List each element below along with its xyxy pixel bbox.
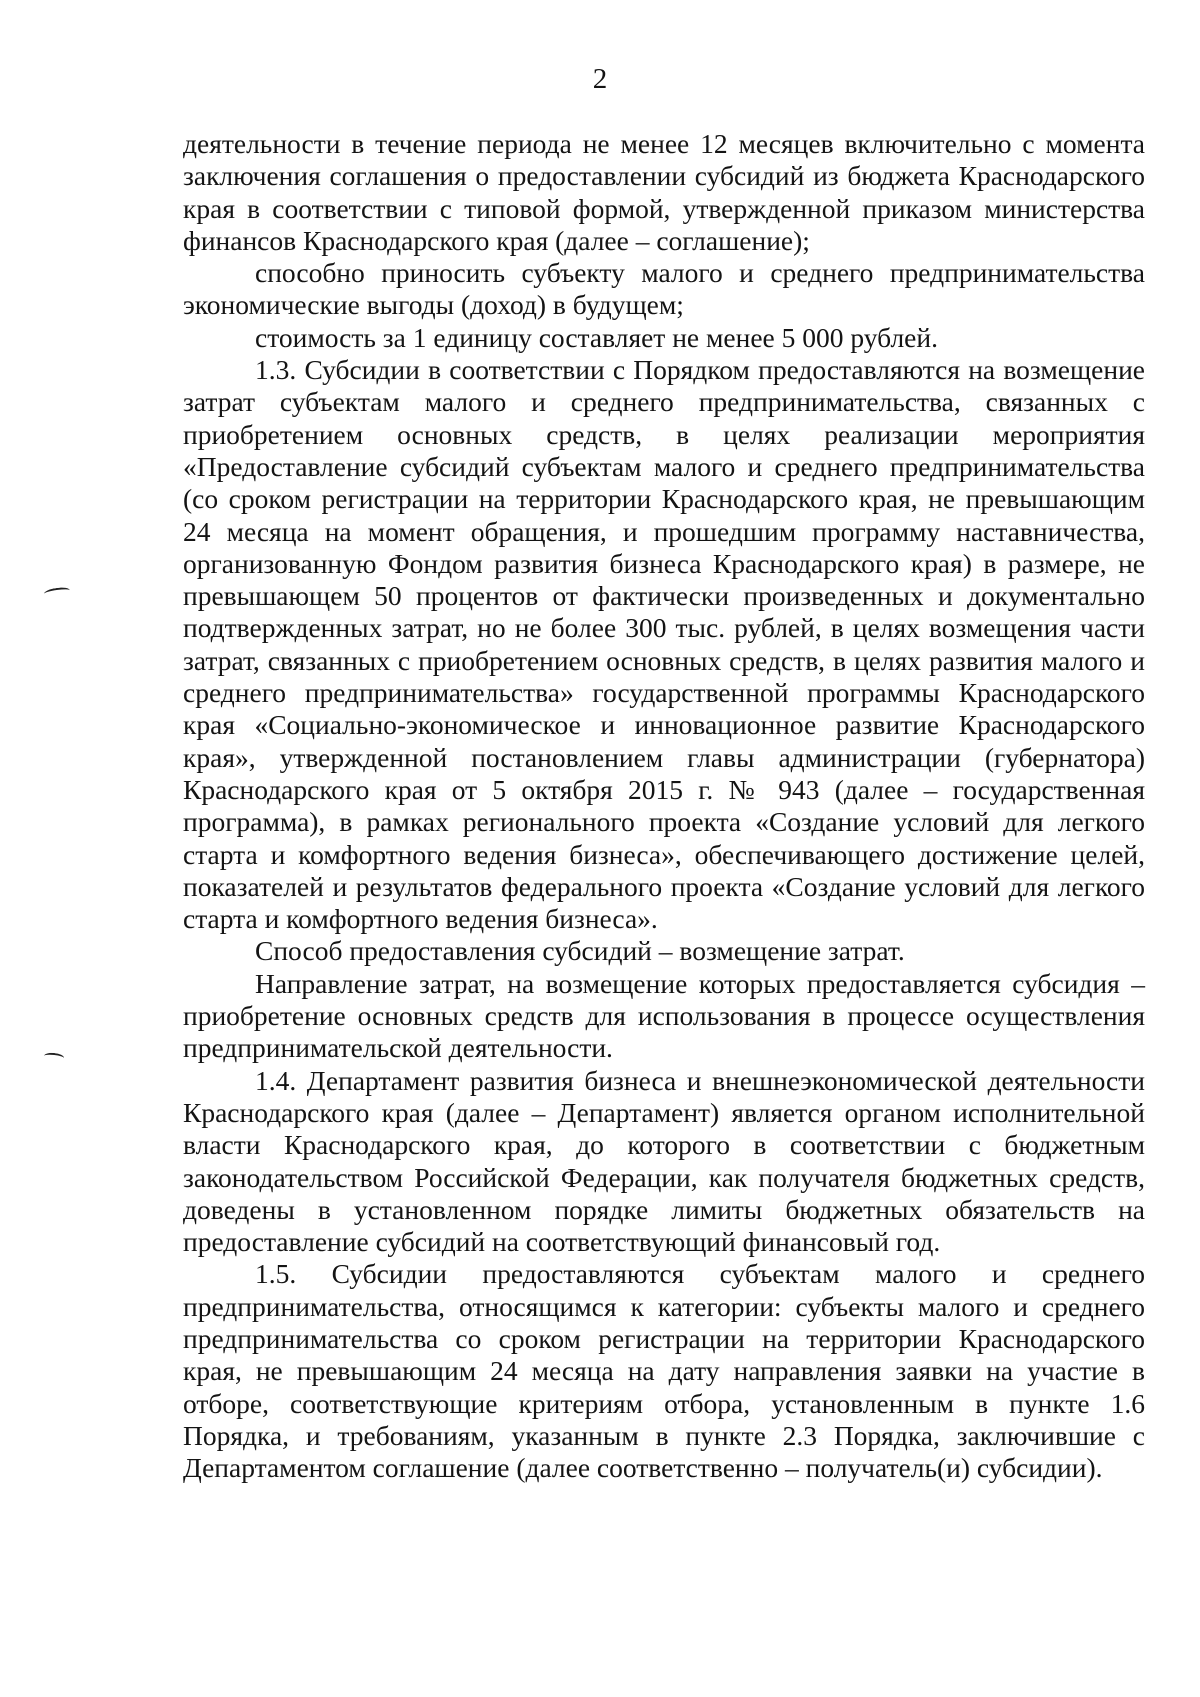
paragraph-subsidy-method: Способ предоставления субсидий – возмещение затрат. (255, 935, 905, 967)
paragraph-section-1-3: 1.3. Субсидии в соответствии с Порядком предоставляются на возмещение затрат субъектам малого и среднего предпринимательства, связанных с приобретением основных средств, в целях реализации мероприятия «Предоставление субсидий субъектам малого и среднего предпринимательства (со сроком регистрации на территории Краснодарского края, не превышающим 24 месяца на момент обращения, и прошедшим программу наставничества, организованную Фондом развития бизнеса Краснодарского края) в размере, не превышающем 50 процентов от фактически произведенных и документально подтвержденных затрат, но не более 300 тыс. рублей, в целях возмещения части затрат, связанных с приобретением основных средств, в целях развития малого и среднего предпринимательства» государственной программы Краснодарского края «Социально-экономическое и инновационное развитие Краснодарского края», утвержденной постановлением главы администрации (губернатора) Краснодарского края от 5 октября 2015 г. № 943 (далее – государственная программа), в рамках регионального проекта «Создание условий для легкого старта и комфортного ведения бизнеса», обеспечивающего достижение целей, показателей и результатов федерального проекта «Создание условий для легкого старта и комфортного ведения бизнеса». (183, 354, 1145, 935)
margin-pen-mark (44, 586, 71, 598)
margin-pen-mark (44, 1052, 65, 1062)
paragraph-cost-direction: Направление затрат, на возмещение которых предоставляется субсидия – приобретение основных средств для использования в процессе осуществления предпринимательской деятельности. (183, 967, 1145, 1064)
paragraph-economic-benefit: способно приносить субъекту малого и среднего предпринимательства экономические выгоды (доход) в будущем; (183, 257, 1145, 321)
page-number: 2 (592, 63, 608, 95)
paragraph-unit-cost: стоимость за 1 единицу составляет не менее 5 000 рублей. (255, 321, 938, 353)
paragraph-section-1-5: 1.5. Субсидии предоставляются субъектам малого и среднего предпринимательства, относящимся к категории: субъекты малого и среднего предпринимательства со сроком регистрации на территории Краснодарского края, не превышающим 24 месяца на дату направления заявки на участие в отборе, соответствующие критериям отбора, установленным в пункте 1.6 Порядка, и требованиям, указанным в пункте 2.3 Порядка, заключившие с Департаментом соглашение (далее соответственно – получатель(и) субсидии). (183, 1258, 1145, 1484)
paragraph-asset-term: деятельности в течение периода не менее 12 месяцев включительно с момента заключения соглашения о предоставлении субсидий из бюджета Краснодарского края в соответствии с типовой формой, утвержденной приказом министерства финансов Краснодарского края (далее – соглашение); (183, 128, 1145, 256)
paragraph-section-1-4: 1.4. Департамент развития бизнеса и внешнеэкономической деятельности Краснодарского края (далее – Департамент) является органом исполнительной власти Краснодарского края, до которого в соответствии с бюджетным законодательством Российской Федерации, как получателя бюджетных средств, доведены в установленном порядке лимиты бюджетных обязательств на предоставление субсидий на соответствующий финансовый год. (183, 1064, 1145, 1258)
document-body (183, 128, 1145, 1484)
